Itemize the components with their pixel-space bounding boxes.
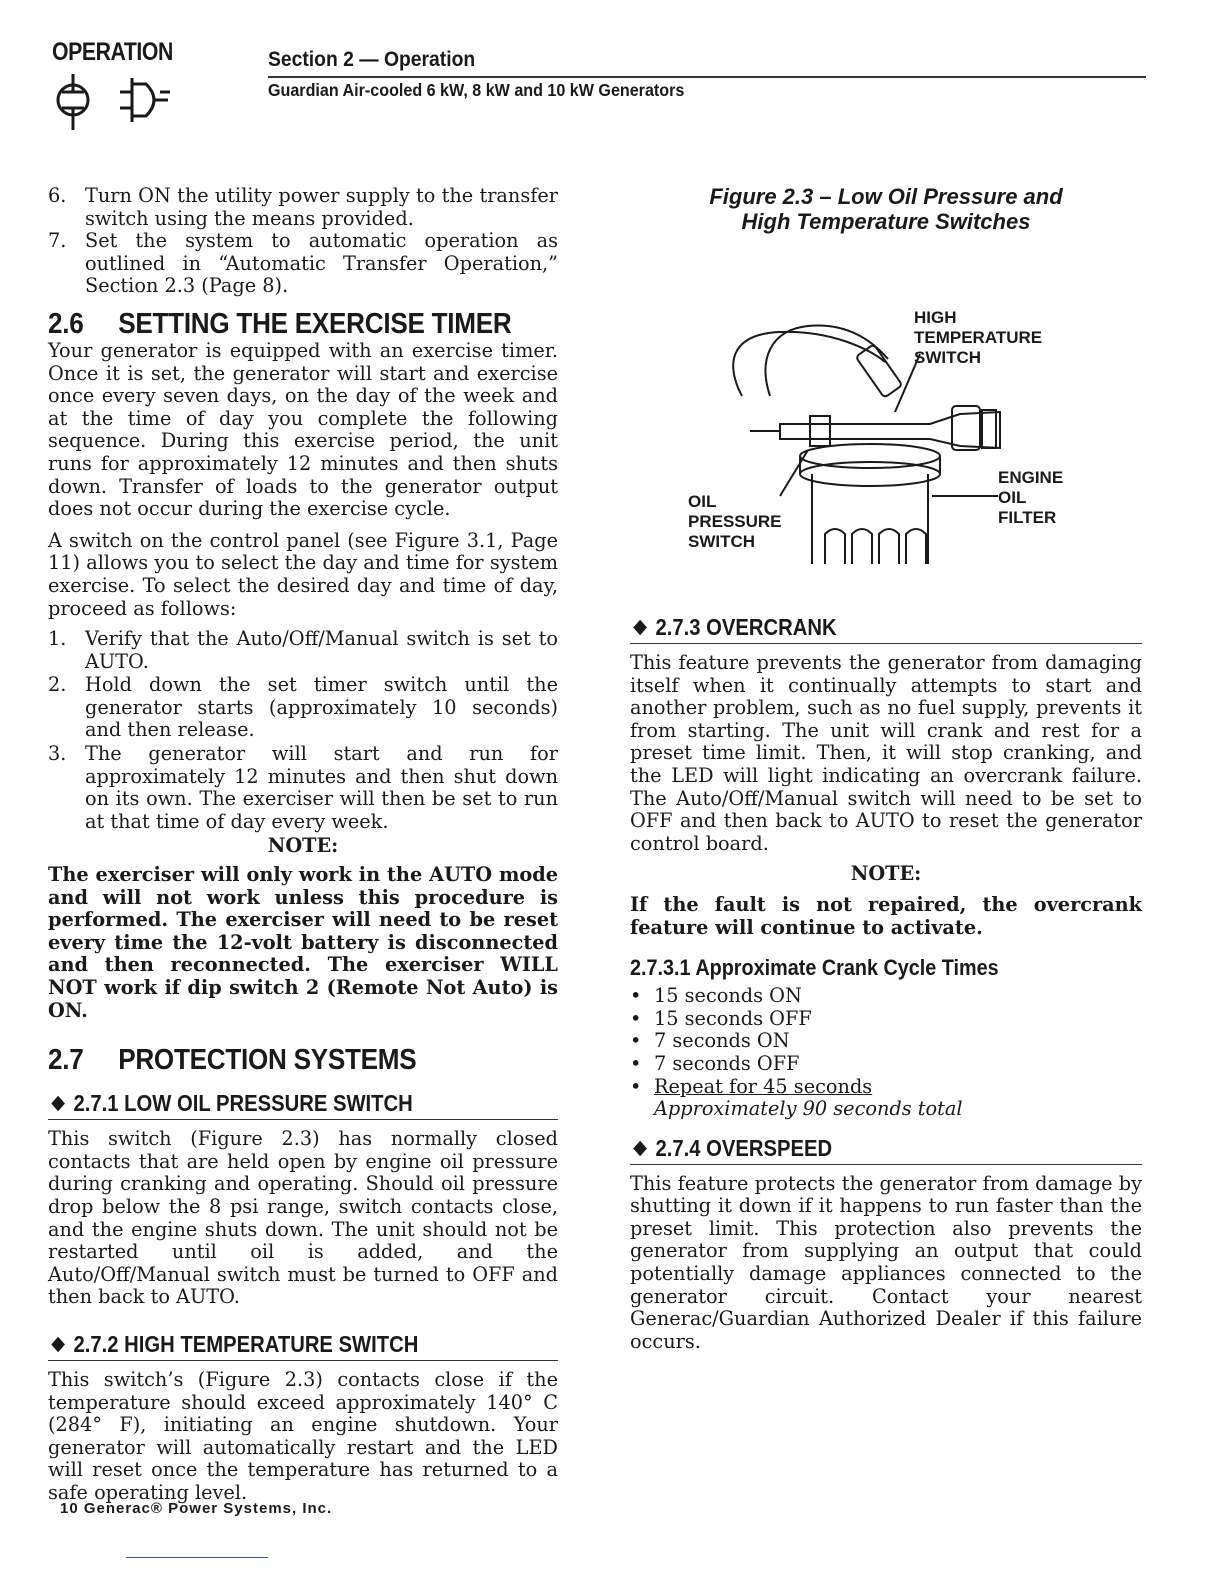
list-item: • 7 seconds ON bbox=[630, 1030, 1142, 1053]
subsection-2-7-3-text: This feature prevents the generator from damaging itself when it continually attempts to start and another problem, such as no fuel supply, prevents it from starting. The unit will crank and rest for a preset time limit. Then, it will stop cranking, and the LED will light indicating an overcrank failure. The Auto/Off/Manual switch will need to be set to OFF and then back to AUTO to reset the generator control board. bbox=[630, 651, 1142, 855]
note-title: NOTE: bbox=[267, 834, 339, 858]
operation-label: OPERATION bbox=[52, 38, 173, 66]
crank-times-list bbox=[630, 985, 1142, 1098]
subsection-2-7-2-text: This switch’s (Figure 2.3) contacts close if the temperature should exceed approximately 140° C (284° F), initiating an engine shutdown. Your generator will automatically restart and the LED will reset once the temperature has returned to a safe operating level. bbox=[48, 1367, 558, 1504]
diamond-bullet-icon bbox=[51, 1337, 65, 1353]
note-body: The exerciser will only work in the AUTO mode and will not work unless this procedure is performed. The exerciser will need to be reset every time the 12-volt battery is disconnected and then reconnected. The exerciser WILL NOT work if dip switch 2 (Remote Not Auto) is ON. bbox=[48, 863, 558, 1022]
list-item: • Repeat for 45 seconds bbox=[630, 1076, 1142, 1099]
list-item: 6. Turn ON the utility power supply to the transfer switch using the means provided. bbox=[48, 184, 558, 230]
intro-steps bbox=[48, 185, 558, 298]
header-rule bbox=[268, 76, 1146, 78]
high-temperature-switch-label: HIGH TEMPERATURE SWITCH bbox=[914, 308, 1043, 367]
subsection-2-7-1-heading: 2.7.1 LOW OIL PRESSURE SWITCH bbox=[48, 1090, 558, 1120]
figure-diagram bbox=[630, 234, 1142, 564]
list-item: 2. Hold down the set timer switch until the generator starts (approximately 10 seconds) and then release. bbox=[48, 673, 558, 742]
list-item: 3. The generator will start and run for approximately 12 minutes and then shut down on its own. The exerciser will then be set to run at that time of day every week. bbox=[48, 742, 558, 833]
diamond-bullet-icon bbox=[51, 1096, 65, 1112]
section-2-6-para2: A switch on the control panel (see Figure 3.1, Page 11) allows you to select the day and time for system exercise. To select the desired day and time of day, proceed as follows: bbox=[48, 528, 558, 620]
list-item: 1. Verify that the Auto/Off/Manual switch is set to AUTO. bbox=[48, 627, 558, 673]
crank-total: Approximately 90 seconds total bbox=[654, 1097, 963, 1121]
figure-title: Figure 2.3 – Low Oil Pressure and High Temperature Switches bbox=[709, 184, 1063, 234]
left-column bbox=[48, 185, 558, 1505]
operation-symbol-icon bbox=[50, 70, 180, 136]
list-item: • 15 seconds ON bbox=[630, 985, 1142, 1008]
subsection-2-7-4-heading: 2.7.4 OVERSPEED bbox=[630, 1135, 1142, 1165]
section-2-6-heading: 2.6 SETTING THE EXERCISE TIMER bbox=[48, 307, 512, 340]
section-subtitle: Guardian Air-cooled 6 kW, 8 kW and 10 kW Generators bbox=[268, 80, 685, 100]
section-2-6-para1: Your generator is equipped with an exercise timer. Once it is set, the generator will start and exercise once every seven days, on the day of the week and at the time of day you complete the following sequence. During this exercise period, the unit runs for approximately 12 minutes and then shuts down. Transfer of loads to the generator output does not occur during the exercise cycle. bbox=[48, 338, 558, 521]
list-item: 7. Set the system to automatic operation as outlined in “Automatic Transfer Operation,” Section 2.3 (Page 8). bbox=[48, 229, 558, 298]
page-footer: 10 Generac® Power Systems, Inc. bbox=[60, 1500, 333, 1517]
diamond-bullet-icon bbox=[633, 1140, 647, 1156]
subsection-2-7-3-1-heading: 2.7.3.1 Approximate Crank Cycle Times bbox=[630, 955, 999, 981]
diamond-bullet-icon bbox=[633, 620, 647, 636]
note-title: NOTE: bbox=[850, 862, 922, 886]
list-item: • 15 seconds OFF bbox=[630, 1008, 1142, 1031]
subsection-2-7-4-text: This feature protects the generator from damage by shutting it down if it happens to run faster than the preset limit. This protection also prevents the generator from supplying an output that could potentially damage appliances connected to the generator circuit. Contact your nearest Generac/Guardian Authorized Dealer if this failure occurs. bbox=[630, 1171, 1142, 1353]
exercise-steps bbox=[48, 628, 558, 833]
note-body: If the fault is not repaired, the overcrank feature will continue to activate. bbox=[630, 892, 1142, 939]
section-title: Section 2 — Operation bbox=[268, 48, 476, 71]
subsection-2-7-3-heading: 2.7.3 OVERCRANK bbox=[630, 614, 1142, 644]
operation-icons bbox=[50, 70, 180, 140]
section-2-7-heading: 2.7 PROTECTION SYSTEMS bbox=[48, 1044, 417, 1077]
engine-oil-filter-label: ENGINE OIL FILTER bbox=[998, 468, 1064, 527]
subsection-2-7-2-heading: 2.7.2 HIGH TEMPERATURE SWITCH bbox=[48, 1331, 558, 1361]
footer-link-line bbox=[126, 1557, 268, 1558]
right-column bbox=[630, 184, 1142, 1353]
subsection-2-7-1-text: This switch (Figure 2.3) has normally closed contacts that are held open by engine oil pressure during cranking and operating. Should oil pressure drop below the 8 psi range, switch contacts close, and the engine shuts down. The unit should not be restarted until oil is added, and the Auto/Off/Manual switch must be turned to OFF and then back to AUTO. bbox=[48, 1127, 558, 1309]
oil-pressure-switch-label: OIL PRESSURE SWITCH bbox=[688, 492, 782, 551]
list-item: • 7 seconds OFF bbox=[630, 1053, 1142, 1076]
